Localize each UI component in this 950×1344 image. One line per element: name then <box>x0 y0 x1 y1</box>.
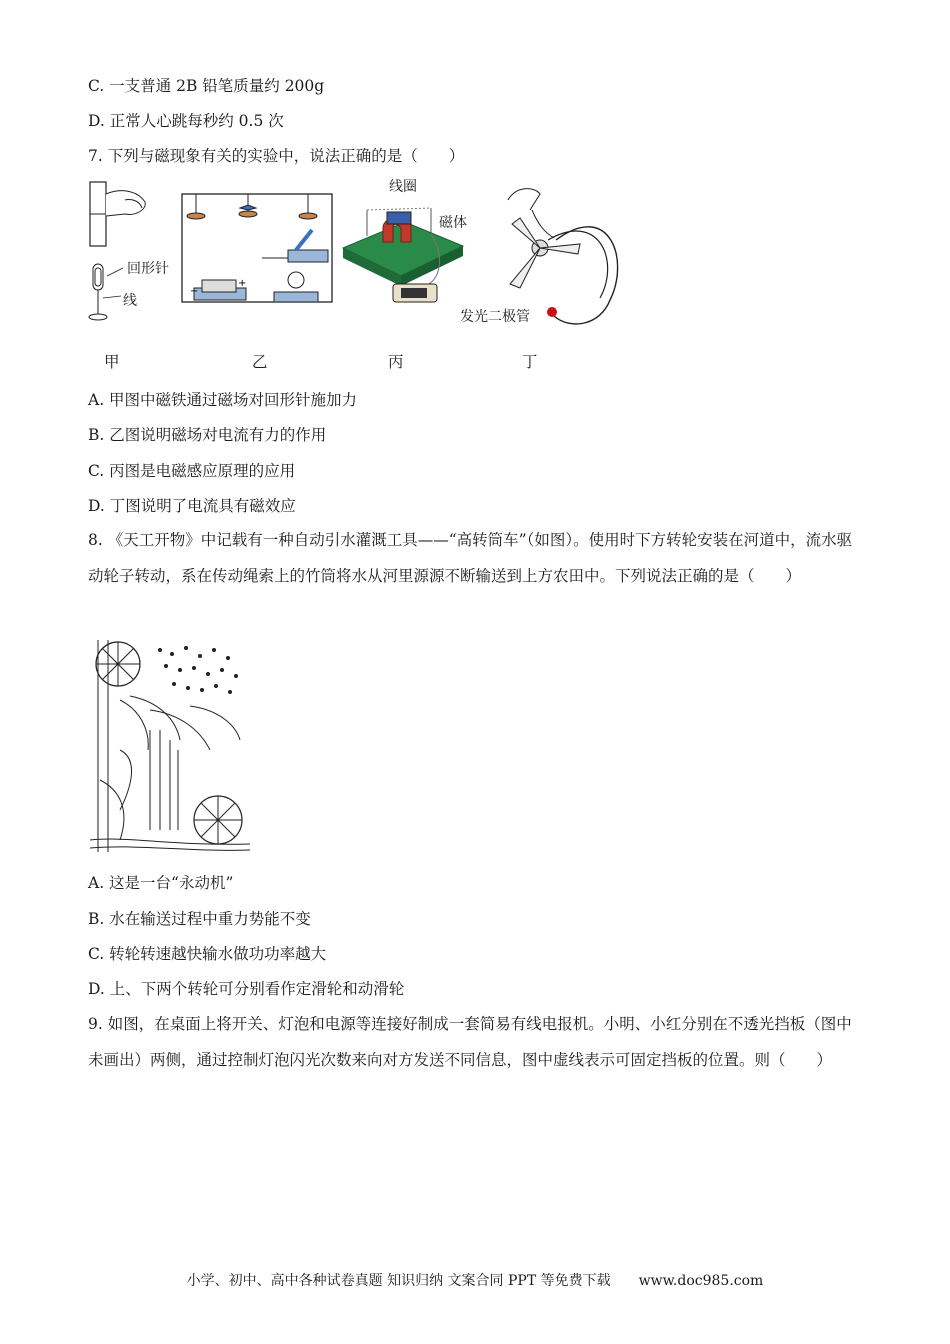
q7-stem: 7. 下列与磁现象有关的实验中，说法正确的是（ ） <box>88 147 465 165</box>
label-paperclip: 回形针 <box>127 261 169 277</box>
led-icon <box>547 307 557 317</box>
label-thread: 线 <box>123 293 137 309</box>
q8-stem: 8. 《天工开物》中记载有一种自动引水灌溉工具——“高转筒车”（如图）。使用时下方转轮安装在河道中，流水驱动轮子转动，系在传动绳索上的竹筒将水从河里源源不断输送到上方农田中。下列说法正确的是（ ） <box>88 531 853 585</box>
caption-ding: 丁 <box>522 353 538 371</box>
label-coil: 线圈 <box>389 179 417 195</box>
water-wheel-illustration <box>90 640 250 852</box>
page-footer: 小学、初中、高中各种试卷真题 知识归纳 文案合同 PPT 等免费下载 www.doc985.com <box>186 1273 764 1289</box>
figure-water-wheel <box>90 640 250 852</box>
svg-text:−: − <box>190 286 199 297</box>
svg-text:+: + <box>238 278 247 289</box>
q9-stem: 9. 如图，在桌面上将开关、灯泡和电源等连接好制成一套简易有线电报机。小明、小红分别在不透光挡板（图中未画出）两侧，通过控制灯泡闪光次数来向对方发送不同信息，图中虚线表示可固定挡板的位置。则（ ） <box>88 1015 852 1069</box>
label-magnet: 磁体 <box>439 215 467 231</box>
q7-option-a: A. 甲图中磁铁通过磁场对回形针施加力 <box>88 391 358 409</box>
caption-bing: 丙 <box>388 353 404 371</box>
figure-ding <box>460 180 630 340</box>
label-led: 发光二极管 <box>460 309 530 325</box>
figure-yi <box>178 188 338 318</box>
q8-option-d: D. 上、下两个转轮可分别看作定滑轮和动滑轮 <box>88 980 405 998</box>
q8-option-a: A. 这是一台“永动机” <box>88 874 234 892</box>
q6-option-c: C. 一支普通 2B 铅笔质量约 200g <box>88 77 325 95</box>
q7-option-c: C. 丙图是电磁感应原理的应用 <box>88 462 296 480</box>
circuit-compass-illustration <box>178 188 338 318</box>
q7-option-d: D. 丁图说明了电流具有磁效应 <box>88 497 296 515</box>
q7-option-b: B. 乙图说明磁场对电流有力的作用 <box>88 426 327 444</box>
q8-option-b: B. 水在输送过程中重力势能不变 <box>88 910 311 928</box>
q8-option-c: C. 转轮转速越快输水做功功率越大 <box>88 945 327 963</box>
caption-jia: 甲 <box>104 353 120 371</box>
q6-option-d: D. 正常人心跳每秒约 0.5 次 <box>88 112 284 130</box>
caption-yi: 乙 <box>252 353 268 371</box>
